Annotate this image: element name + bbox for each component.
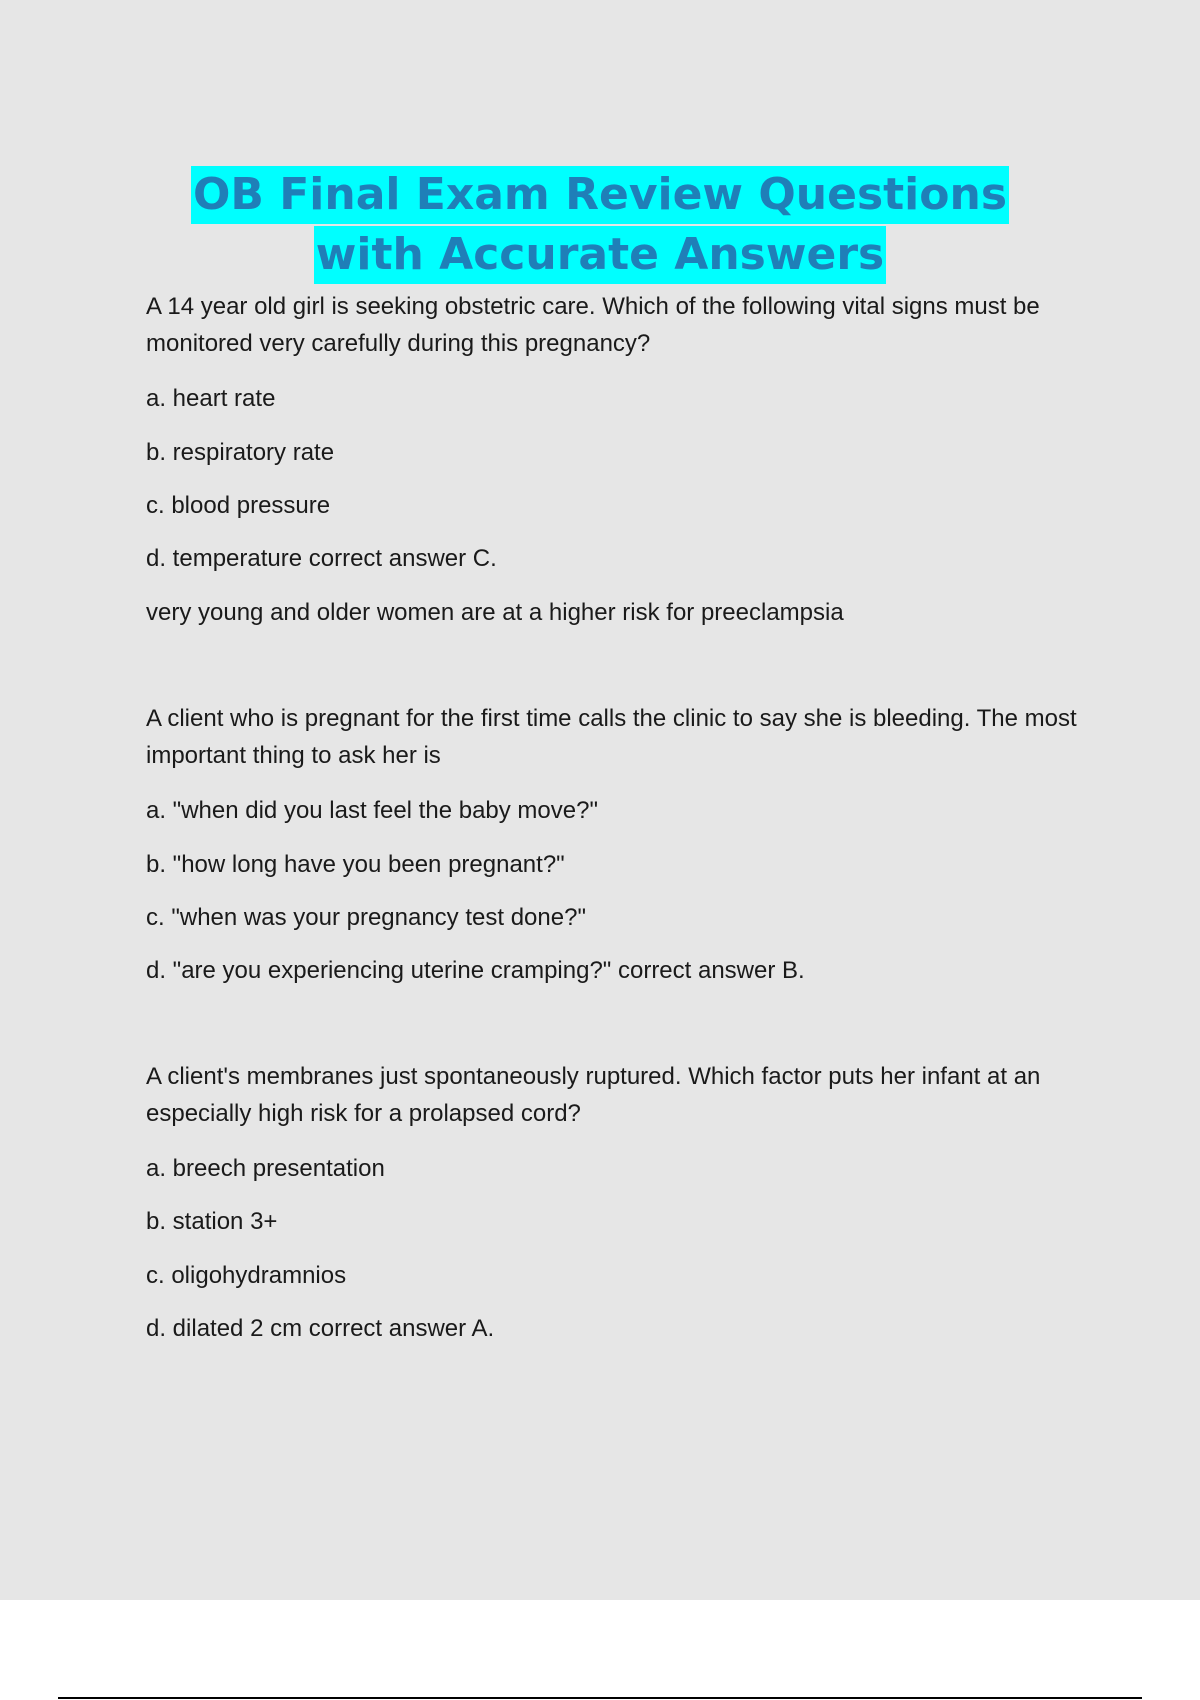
- question-2-option-a: a. "when did you last feel the baby move?": [146, 797, 598, 824]
- question-1-option-b: b. respiratory rate: [146, 439, 335, 466]
- question-1-option-d: d. temperature correct answer C.: [146, 545, 497, 572]
- title-line-2: with Accurate Answers: [314, 226, 886, 284]
- question-2-option-d: d. "are you experiencing uterine cramping?" correct answer B.: [146, 957, 805, 984]
- question-3-option-c: c. oligohydramnios: [146, 1262, 347, 1289]
- question-1-option-a: a. heart rate: [146, 385, 276, 412]
- question-2-stem: A client who is pregnant for the first time calls the clinic to say she is bleeding. The most important thing to ask her is: [146, 705, 1077, 769]
- question-1-rationale: very young and older women are at a higher risk for preeclampsia: [146, 599, 844, 626]
- question-3-option-b: b. station 3+: [146, 1208, 278, 1235]
- footer-divider: [58, 1697, 1142, 1699]
- title-line-1: OB Final Exam Review Questions: [191, 166, 1009, 224]
- question-1-option-c: c. blood pressure: [146, 492, 331, 519]
- document-title: [0, 166, 1200, 286]
- question-1-stem: A 14 year old girl is seeking obstetric care. Which of the following vital signs must be monitored very carefully during this pregnancy?: [146, 293, 1040, 357]
- question-2-option-b: b. "how long have you been pregnant?": [146, 851, 565, 878]
- question-2-option-c: c. "when was your pregnancy test done?": [146, 904, 586, 931]
- question-3-option-a: a. breech presentation: [146, 1155, 385, 1182]
- question-3-stem: A client's membranes just spontaneously ruptured. Which factor puts her infant at an especially high risk for a prolapsed cord?: [146, 1063, 1041, 1127]
- question-3-option-d: d. dilated 2 cm correct answer A.: [146, 1315, 495, 1342]
